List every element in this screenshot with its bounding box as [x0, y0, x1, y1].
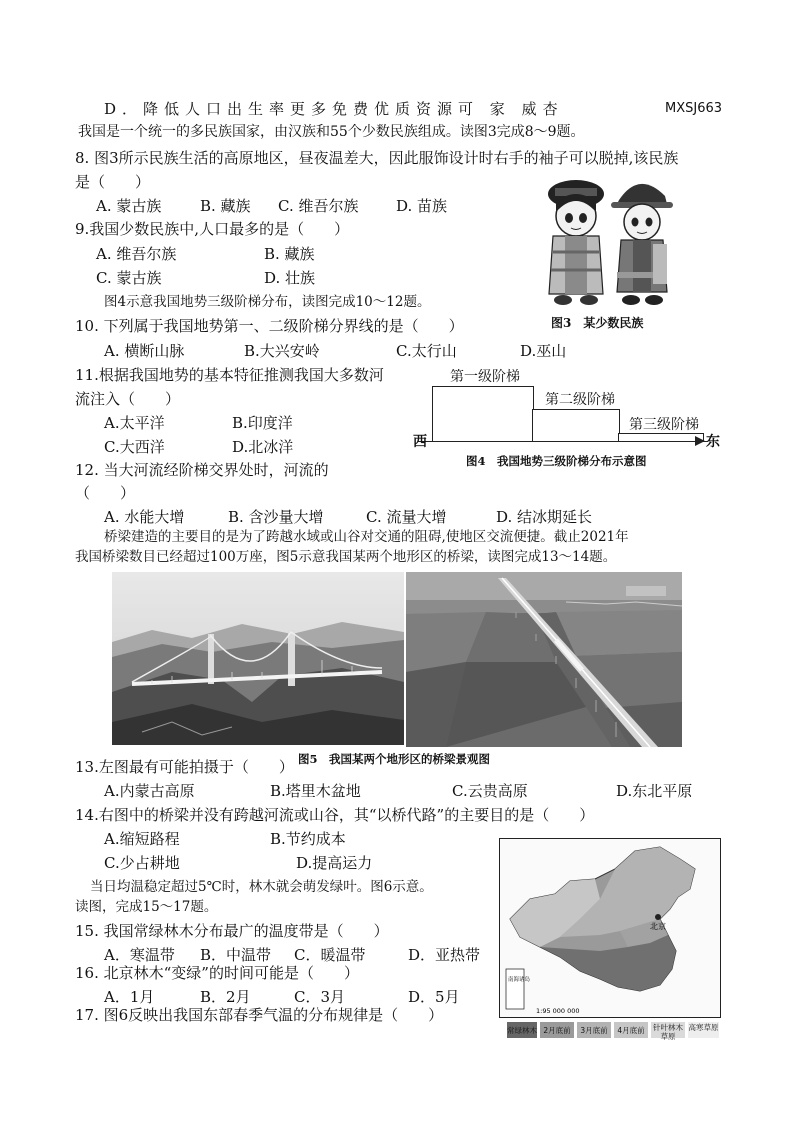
q15-option-b[interactable]: B．中温带 [200, 946, 272, 964]
q13-option-d[interactable]: D.东北平原 [616, 782, 693, 800]
q11-option-d[interactable]: D.北冰洋 [232, 438, 294, 456]
q12-option-c[interactable]: C. 流量大增 [366, 508, 447, 526]
fig4-step-2-block [532, 409, 620, 442]
intro-13-line1: 桥梁建造的主要目的是为了跨越水域或山谷对交通的阻碍,使地区交流便捷。截止2021年 [104, 529, 629, 545]
q10-option-a[interactable]: A. 横断山脉 [104, 342, 185, 360]
q14-option-a[interactable]: A.缩短路程 [104, 830, 180, 848]
q12-option-d[interactable]: D. 结冰期延长 [496, 508, 593, 526]
q9-option-b[interactable]: B. 藏族 [264, 245, 315, 263]
q16-option-c[interactable]: C．3月 [294, 988, 346, 1006]
intro-15-line2: 读图，完成15～17题。 [75, 899, 218, 915]
q14-option-c[interactable]: C.少占耕地 [104, 854, 180, 872]
q15-stem: 15. 我国常绿林木分布最广的温度带是（ ） [75, 922, 389, 940]
fig6-legend-apr: 4月底前 [617, 1026, 645, 1035]
q12-stem-line1: 12. 当大河流经阶梯交界处时，河流的 [75, 461, 329, 479]
q14-option-d[interactable]: D.提高运力 [296, 854, 373, 872]
q8-stem-line2: 是（ ） [75, 173, 151, 191]
intro-15-line1: 当日均温稳定超过5℃时，林木就会萌发绿叶。图6示意。 [90, 879, 433, 895]
figure-6-map [499, 838, 721, 1018]
intro-8: 我国是一个统一的多民族国家，由汉族和55个少数民族组成。读图3完成8～9题。 [78, 124, 585, 140]
q16-option-b[interactable]: B．2月 [200, 988, 251, 1006]
figure-3-illustration [541, 172, 676, 312]
q16-stem: 16. 北京林木“变绿”的时间可能是（ ） [75, 964, 359, 982]
q17-stem: 17. 图6反映出我国东部春季气温的分布规律是（ ） [75, 1006, 444, 1024]
fig6-scale: 1:95 000 000 [536, 1007, 580, 1015]
q11-option-c[interactable]: C.大西洋 [104, 438, 165, 456]
figure-5-left-photo [112, 572, 404, 745]
q15-option-d[interactable]: D．亚热带 [408, 946, 481, 964]
intro-13-line2: 我国桥梁数目已经超过100万座，图5示意我国某两个地形区的桥梁，读图完成13～14题。 [75, 549, 617, 565]
q8-option-a[interactable]: A. 蒙古族 [96, 197, 162, 215]
q13-option-b[interactable]: B.塔里木盆地 [270, 782, 361, 800]
figure-5-caption: 图5 我国某两个地形区的桥梁景观图 [298, 752, 490, 766]
fig6-legend-alpine: 高寒草原 [688, 1023, 719, 1032]
fig6-legend-mar: 3月底前 [580, 1026, 608, 1035]
q11-option-a[interactable]: A.太平洋 [104, 414, 165, 432]
fig4-step-1-label: 第一级阶梯 [450, 369, 520, 385]
figure-3-caption: 图3 某少数民族 [551, 316, 644, 330]
fig4-step-3-label: 第三级阶梯 [629, 417, 699, 433]
q13-stem: 13.左图最有可能拍摄于（ ） [75, 758, 294, 776]
q16-option-d[interactable]: D．5月 [408, 988, 460, 1006]
fig6-legend-conifer: 针叶林木草原 [653, 1023, 683, 1041]
q11-stem-line1: 11.根据我国地势的基本特征推测我国大多数河 [75, 366, 384, 384]
intro-10: 图4示意我国地势三级阶梯分布，读图完成10～12题。 [104, 294, 431, 310]
q8-option-d[interactable]: D. 苗族 [396, 197, 448, 215]
figure-5-right-photo [406, 572, 682, 747]
figure-6-legend [507, 1022, 719, 1052]
q13-option-a[interactable]: A.内蒙古高原 [104, 782, 195, 800]
q10-option-d[interactable]: D.巫山 [520, 342, 567, 360]
q9-option-d[interactable]: D. 壮族 [264, 269, 316, 287]
fig4-step-1-block [432, 386, 534, 442]
figure-4-caption: 图4 我国地势三级阶梯分布示意图 [466, 454, 647, 468]
fig6-inset-label: 南海诸岛 [508, 977, 531, 983]
q13-option-c[interactable]: C.云贵高原 [452, 782, 528, 800]
q10-option-c[interactable]: C.太行山 [396, 342, 457, 360]
q11-option-b[interactable]: B.印度洋 [232, 414, 293, 432]
q14-option-b[interactable]: B.节约成本 [270, 830, 346, 848]
fig6-legend-evergreen: 常绿林木 [507, 1026, 537, 1035]
q15-option-c[interactable]: C．暖温带 [294, 946, 366, 964]
q12-stem-line2: （ ） [75, 484, 136, 502]
header-line-1: D．降低人口出生率更多免费优质资源可 家 威杏 [104, 100, 564, 118]
fig4-baseline [418, 441, 708, 442]
fig6-legend-feb: 2月底前 [543, 1026, 571, 1035]
fig6-beijing-label: 北京 [650, 922, 666, 931]
q15-option-a[interactable]: A．寒温带 [104, 946, 175, 964]
fig4-step-2-label: 第二级阶梯 [545, 392, 615, 408]
q8-option-c[interactable]: C. 维吾尔族 [278, 197, 359, 215]
q8-stem-line1: 8. 图3所示民族生活的高原地区，昼夜温差大，因此服饰设计时右手的袖子可以脱掉,该民族 [75, 149, 679, 167]
q10-stem: 10. 下列属于我国地势第一、二级阶梯分界线的是（ ） [75, 317, 464, 335]
q9-stem: 9.我国少数民族中,人口最多的是（ ） [75, 220, 350, 238]
q16-option-a[interactable]: A．1月 [104, 988, 155, 1006]
q11-stem-line2: 流注入（ ） [75, 390, 181, 408]
fig4-west-label: 西 [413, 434, 427, 450]
q9-option-a[interactable]: A. 维吾尔族 [96, 245, 177, 263]
q14-stem: 14.右图中的桥梁并没有跨越河流或山谷，其“以桥代路”的主要目的是（ ） [75, 806, 595, 824]
q12-option-a[interactable]: A. 水能大增 [104, 508, 185, 526]
fig4-east-label: 东 [706, 434, 720, 450]
q10-option-b[interactable]: B.大兴安岭 [244, 342, 320, 360]
fig4-arrow-icon [695, 436, 705, 446]
q8-option-b[interactable]: B. 藏族 [200, 197, 251, 215]
header-code: MXSJ663 [665, 101, 723, 116]
q12-option-b[interactable]: B. 含沙量大增 [228, 508, 324, 526]
q9-option-c[interactable]: C. 蒙古族 [96, 269, 162, 287]
